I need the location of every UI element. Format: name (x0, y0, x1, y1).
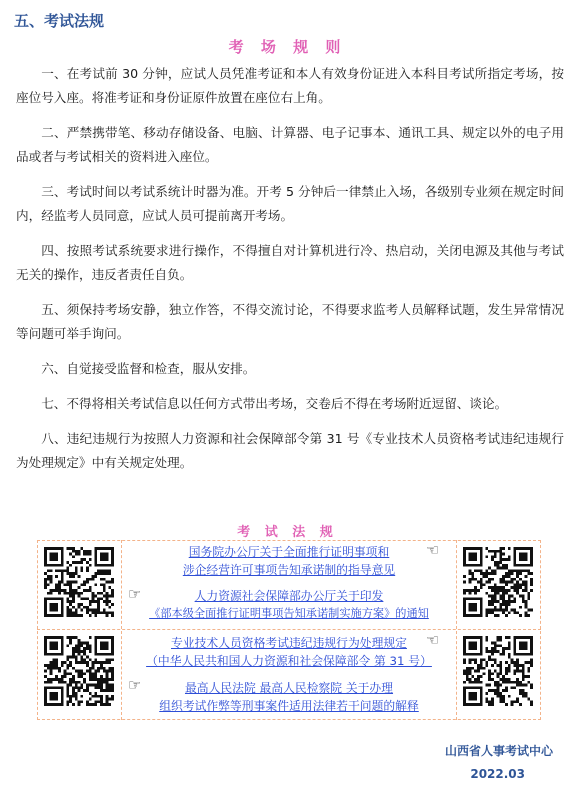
laws-title: 考 试 法 规 (237, 525, 338, 540)
panel-divider (456, 540, 457, 720)
law-link-3[interactable] (122, 634, 456, 670)
law-link-1[interactable] (122, 543, 456, 579)
law-link-2[interactable] (122, 587, 456, 623)
rule-paragraph: 一、在考试前 30 分钟，应试人员凭准考证和本人有效身份证进入本科目考试所指定考场，按座位号入座。将准考证和身份证原件放置在座位右上角。 (16, 66, 564, 105)
pointing-hand-right-icon: ☞ (128, 585, 142, 603)
law-link-text[interactable]: （中华人民共和国人力资源和社会保障部令 第 31 号） (146, 654, 432, 668)
law-link-text[interactable]: 涉企经营许可事项告知承诺制的指导意见 (182, 563, 396, 577)
footer-date: 2022.03 (470, 767, 525, 781)
rule-paragraph: 四、按照考试系统要求进行操作，不得擅自对计算机进行冷、热启动，关闭电源及其他与考试无关的操作，违反者责任自负。 (16, 243, 564, 282)
qr-code-icon[interactable] (463, 547, 533, 617)
rule-paragraph: 五、须保持考场安静，独立作答，不得交流讨论，不得要求监考人员解释试题，发生异常情况等问题可举手询问。 (16, 302, 564, 341)
pointing-hand-right-icon: ☞ (128, 676, 142, 694)
qr-code-icon[interactable] (44, 636, 114, 706)
rule-paragraph: 六、自觉接受监督和检查，服从安排。 (41, 361, 256, 376)
qr-code-icon[interactable] (463, 636, 533, 706)
qr-code-icon[interactable] (44, 547, 114, 617)
pointing-hand-left-icon: ☜ (426, 541, 440, 559)
rule-paragraph: 三、考试时间以考试系统计时器为准。开考 5 分钟后一律禁止入场，各级别专业须在规定时间内，经监考人员同意，应试人员可提前离开考场。 (16, 184, 564, 223)
law-link-text[interactable]: 组织考试作弊等刑事案件适用法律若干问题的解释 (159, 699, 419, 713)
rules-body (16, 62, 564, 486)
pointing-hand-left-icon: ☜ (426, 631, 440, 649)
section-title: 五、考试法规 (14, 12, 105, 30)
rules-title: 考 场 规 则 (228, 38, 347, 56)
rule-paragraph: 七、不得将相关考试信息以任何方式带出考场，交卷后不得在考场附近逗留、谈论。 (41, 396, 508, 411)
rule-paragraph: 二、严禁携带笔、移动存储设备、电脑、计算器、电子记事本、通讯工具、规定以外的电子用品或者与考试相关的资料进入座位。 (16, 125, 564, 164)
rule-paragraph: 八、违纪违规行为按照人力资源和社会保障部令第 31 号《专业技术人员资格考试违纪违规行为处理规定》中有关规定处理。 (16, 431, 564, 470)
law-link-text[interactable]: 人力资源社会保障部办公厅关于印发 (194, 589, 384, 603)
panel-divider (37, 629, 541, 630)
law-link-text[interactable]: 专业技术人员资格考试违纪违规行为处理规定 (171, 636, 407, 650)
footer-organization: 山西省人事考试中心 (444, 744, 553, 758)
law-link-text[interactable]: 国务院办公厅关于全面推行证明事项和 (188, 545, 390, 559)
law-link-4[interactable] (122, 679, 456, 715)
law-link-text[interactable]: 《部本级全面推行证明事项告知承诺制实施方案》的通知 (149, 607, 429, 620)
law-link-text[interactable]: 最高人民法院 最高人民检察院 关于办理 (184, 681, 394, 695)
